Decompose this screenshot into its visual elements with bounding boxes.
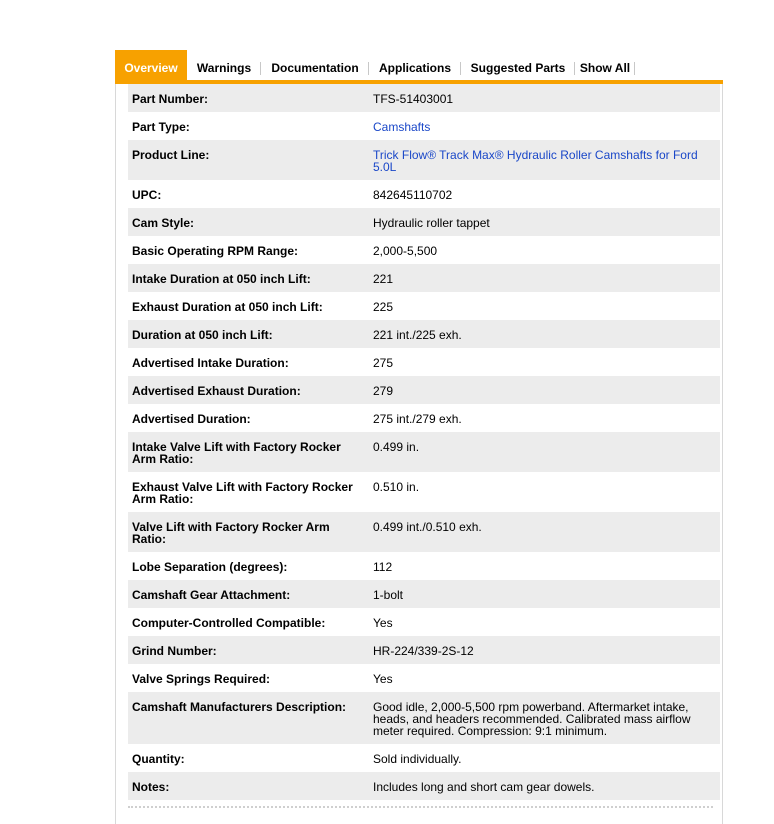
spec-value: Good idle, 2,000-5,500 rpm powerband. Aftermarket intake, heads, and headers recommended. Calibrated mass airflow meter required. Compression: 9:1 minimum.	[369, 692, 720, 744]
spec-label: Cam Style:	[128, 208, 369, 236]
spec-row	[128, 664, 720, 692]
spec-label: Valve Lift with Factory Rocker Arm Ratio:	[128, 512, 369, 552]
spec-row	[128, 404, 720, 432]
spec-row	[128, 264, 720, 292]
tab-applications[interactable]: Applications	[369, 50, 461, 80]
spec-label: Intake Valve Lift with Factory Rocker Arm Ratio:	[128, 432, 369, 472]
spec-value: 221 int./225 exh.	[369, 320, 720, 348]
spec-value-link[interactable]: Trick Flow® Track Max® Hydraulic Roller Camshafts for Ford 5.0L	[373, 148, 698, 174]
spec-value: 275	[373, 356, 394, 370]
spec-value: 2,000-5,500	[373, 244, 438, 258]
spec-value-cell	[369, 112, 720, 140]
spec-row	[128, 744, 720, 772]
spec-label: Camshaft Manufacturers Description:	[128, 692, 369, 744]
spec-row	[128, 608, 720, 636]
spec-label: Notes:	[128, 772, 369, 800]
spec-value: Sold individually.	[373, 752, 462, 766]
spec-row	[128, 636, 720, 664]
spec-row	[128, 772, 720, 800]
spec-row	[128, 236, 720, 264]
spec-row	[128, 180, 720, 208]
spec-label: Grind Number:	[128, 636, 369, 664]
spec-value-cell	[369, 140, 720, 180]
spec-label: UPC:	[132, 188, 162, 202]
spec-label: Product Line:	[128, 140, 369, 180]
specs-table	[128, 84, 720, 800]
bottom-divider	[128, 806, 713, 808]
spec-value: HR-224/339-2S-12	[369, 636, 720, 664]
spec-label: Camshaft Gear Attachment:	[128, 580, 369, 608]
spec-value: 0.499 in.	[369, 432, 720, 472]
spec-value: 221	[369, 264, 720, 292]
spec-row	[128, 580, 720, 608]
spec-label: Advertised Exhaust Duration:	[128, 376, 369, 404]
spec-label: Basic Operating RPM Range:	[132, 244, 299, 258]
spec-value: TFS-51403001	[369, 84, 720, 112]
spec-value: 275 int./279 exh.	[373, 412, 462, 426]
spec-value: Includes long and short cam gear dowels.	[369, 772, 720, 800]
spec-value: 0.510 in.	[373, 480, 420, 494]
spec-value: 225	[373, 300, 394, 314]
spec-row	[128, 112, 720, 140]
spec-row	[128, 472, 720, 512]
spec-label: Part Number:	[128, 84, 369, 112]
tab-documentation[interactable]: Documentation	[261, 50, 369, 80]
spec-row	[128, 320, 720, 348]
spec-value-link[interactable]: Camshafts	[373, 120, 431, 134]
spec-row	[128, 432, 720, 472]
spec-label: Exhaust Valve Lift with Factory Rocker Arm Ratio:	[132, 480, 353, 506]
tab-suggested-parts[interactable]: Suggested Parts	[461, 50, 575, 80]
spec-row	[128, 208, 720, 236]
spec-value: Yes	[373, 616, 393, 630]
spec-label: Quantity:	[132, 752, 185, 766]
spec-row	[128, 348, 720, 376]
spec-row	[128, 140, 720, 180]
tab-warnings[interactable]: Warnings	[187, 50, 261, 80]
tab-show-all[interactable]: Show All	[575, 50, 635, 80]
spec-label: Exhaust Duration at 050 inch Lift:	[132, 300, 323, 314]
spec-row	[128, 512, 720, 552]
spec-label: Intake Duration at 050 inch Lift:	[128, 264, 369, 292]
spec-label: Advertised Duration:	[132, 412, 251, 426]
spec-row	[128, 376, 720, 404]
spec-row	[128, 84, 720, 112]
spec-value: 279	[369, 376, 720, 404]
spec-label: Part Type:	[132, 120, 190, 134]
spec-label: Valve Springs Required:	[132, 672, 271, 686]
spec-value: Yes	[373, 672, 393, 686]
tab-overview[interactable]: Overview	[115, 50, 187, 80]
spec-label: Lobe Separation (degrees):	[132, 560, 288, 574]
spec-label: Computer-Controlled Compatible:	[132, 616, 326, 630]
spec-label: Duration at 050 inch Lift:	[128, 320, 369, 348]
spec-value: 0.499 int./0.510 exh.	[369, 512, 720, 552]
spec-value: Hydraulic roller tappet	[369, 208, 720, 236]
tab-bar	[115, 50, 723, 80]
spec-row	[128, 692, 720, 744]
spec-row	[128, 292, 720, 320]
spec-value: 112	[373, 560, 393, 574]
spec-row	[128, 552, 720, 580]
spec-label: Advertised Intake Duration:	[132, 356, 289, 370]
spec-value: 842645110702	[373, 188, 453, 202]
spec-value: 1-bolt	[369, 580, 720, 608]
